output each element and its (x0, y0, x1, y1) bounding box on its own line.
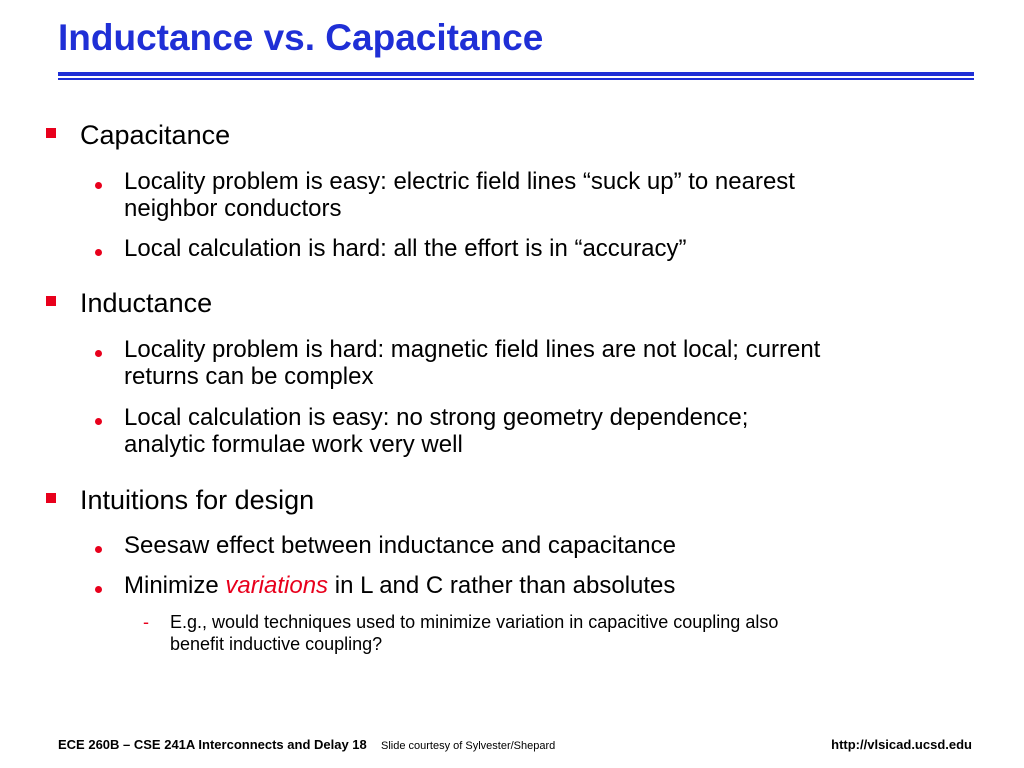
square-bullet-icon (46, 128, 56, 138)
section-heading-capacitance: Capacitance (80, 120, 231, 150)
bullet-line: Local calculation is easy: no strong geometry dependence; (124, 404, 749, 431)
bullet-inductance-calculation (124, 404, 984, 458)
round-bullet-icon (95, 546, 102, 553)
footer-credit: Slide courtesy of Sylvester/Shepard (381, 740, 556, 752)
footer-url: http://vlsicad.ucsd.edu (831, 737, 972, 752)
bullet-inductance-locality (124, 336, 984, 390)
section-heading-intuitions: Intuitions for design (80, 485, 315, 515)
title-underline-thick (58, 72, 974, 76)
section-heading-inductance: Inductance (80, 288, 213, 318)
bullet-line: analytic formulae work very well (124, 431, 463, 458)
bullet-line: Locality problem is easy: electric field lines “suck up” to nearest (124, 168, 795, 195)
bullet-seesaw (124, 532, 984, 559)
emphasis-variations: variations (225, 572, 329, 599)
bullet-text-prefix: Minimize (124, 572, 226, 599)
round-bullet-icon (95, 586, 102, 593)
bullet-line: Locality problem is hard: magnetic field lines are not local; current (124, 336, 821, 363)
bullet-capacitance-calculation (124, 235, 984, 262)
dash-bullet-icon: - (143, 612, 149, 632)
bullet-line: Seesaw effect between inductance and capacitance (124, 532, 676, 559)
bullet-text-suffix: in L and C rather than absolutes (328, 572, 676, 599)
bullet-minimize-variations (124, 572, 984, 599)
round-bullet-icon (95, 249, 102, 256)
subbullet-line: E.g., would techniques used to minimize variation in capacitive coupling also (170, 612, 779, 632)
subbullet-line: benefit inductive coupling? (170, 634, 383, 654)
square-bullet-icon (46, 296, 56, 306)
footer-course-info: ECE 260B – CSE 241A Interconnects and Delay 18 (58, 737, 367, 752)
bullet-line: Local calculation is hard: all the effort is in “accuracy” (124, 235, 687, 262)
bullet-line: returns can be complex (124, 363, 374, 390)
round-bullet-icon (95, 418, 102, 425)
round-bullet-icon (95, 350, 102, 357)
subbullet-example (170, 611, 970, 655)
bullet-line: neighbor conductors (124, 195, 342, 222)
square-bullet-icon (46, 493, 56, 503)
bullet-capacitance-locality (124, 168, 984, 222)
round-bullet-icon (95, 182, 102, 189)
slide-title: Inductance vs. Capacitance (58, 17, 544, 58)
title-underline-thin (58, 78, 974, 80)
